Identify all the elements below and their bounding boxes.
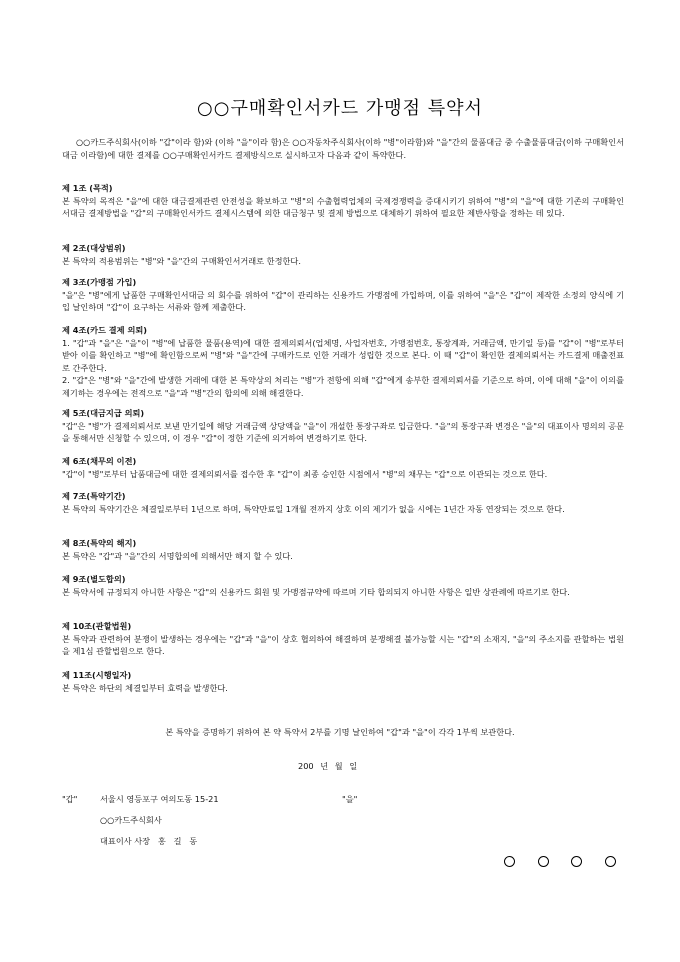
article-7 bbox=[62, 490, 624, 515]
article-heading: 제 10조(관할법원) bbox=[62, 621, 132, 631]
contract-date: 200 년 월 일 bbox=[298, 761, 358, 771]
article-body: 본 특약의 특약기간은 체결일로부터 1년으로 하며, 특약만료일 1개월 전까지 상호 이의 제기가 없을 시에는 1년간 자동 연장되는 것으로 한다. bbox=[62, 503, 565, 514]
article-heading: 제 4조(카드 결제 의뢰) bbox=[62, 325, 148, 335]
article-body: "갑"이 "병"로부터 납품대금에 대한 결제의뢰서를 접수한 후 "갑"이 최종 승인한 시점에서 "병"의 채무는 "갑"으로 이관되는 것으로 한다. bbox=[62, 468, 548, 479]
article-4 bbox=[62, 324, 624, 399]
article-body: 본 특약은 "갑"과 "을"간의 서명합의에 의해서만 해지 할 수 있다. bbox=[62, 550, 293, 561]
article-heading: 제 9조(별도합의) bbox=[62, 574, 126, 584]
article-11 bbox=[62, 669, 624, 694]
seal-circle bbox=[504, 856, 515, 867]
article-3 bbox=[62, 276, 624, 314]
article-heading: 제 3조(가맹점 가입) bbox=[62, 277, 137, 287]
document-title: ○○구매확인서카드 가맹점 특약서 bbox=[197, 98, 483, 119]
seal-circle bbox=[571, 856, 582, 867]
seal-circle bbox=[605, 856, 616, 867]
article-heading: 제 5조(대금지급 의뢰) bbox=[62, 408, 145, 418]
intro-paragraph: ○○카드주식회사(이하 "갑"이라 함)와 (이하 "을"이라 함)은 ○○자동차주식회사(이하 "병"이라함)와 "을"간의 물품대금 중 수출물품대금(이하 구매확인서대금 이라함)에 대한 결제를 ○○구매확인서카드 결제방식으로 실시하고자 다음과 같이 특약한다. bbox=[62, 137, 624, 160]
seal-circles bbox=[504, 856, 616, 867]
article-body: "갑"은 "병"가 결제의뢰서로 보낸 만기일에 해당 거래금액 상당액을 "을"이 개설한 통장구좌로 입금한다. "을"의 통장구좌 변경은 "을"의 대표이사 명의의 공문을 통해서만 신청할 수 있으며, 이 경우 "갑"이 정한 기준에 의거하여 변경하기로 한다. bbox=[62, 420, 624, 443]
party-a-company: ○○카드주식회사 bbox=[100, 815, 162, 825]
closing-statement: 본 특약을 증명하기 위하여 본 약 특약서 2부를 기명 날인하여 "갑"과 "을"이 각각 1부씩 보관한다. bbox=[165, 727, 515, 737]
article-heading: 제 7조(특약기간) bbox=[62, 491, 126, 501]
article-6 bbox=[62, 455, 624, 480]
article-body: 본 특약과 관련하여 분쟁이 발생하는 경우에는 "갑"과 "을"이 상호 협의하여 해결하며 분쟁해결 불가능할 시는 "갑"의 소재지, "을"의 주소지를 관할하는 법원을 제1심 관할법원으로 한다. bbox=[62, 633, 624, 656]
article-5 bbox=[62, 407, 624, 445]
article-8 bbox=[62, 537, 624, 562]
seal-circle bbox=[538, 856, 549, 867]
party-a-label: "갑" bbox=[62, 794, 78, 804]
article-body: 본 특약의 목적은 "을"에 대한 대금결제관련 안전성을 확보하고 "병"의 수출협력업체의 국제경쟁력을 증대시키기 위하여 "병"의 "을"에 대한 기존의 구매확인서대금 결제방법을 "갑"의 구매확인서카드 결제시스템에 의한 대금청구 및 결제 방법으로 대체하기 위하여 필요한 제반사항을 정하는 데 있다. bbox=[62, 195, 624, 218]
article-heading: 제 1조 (목적) bbox=[62, 183, 113, 193]
party-a-address: 서울시 영등포구 여의도동 15-21 bbox=[100, 794, 219, 804]
article-2 bbox=[62, 242, 624, 267]
article-body: 본 특약의 적용범위는 "병"와 "을"간의 구매확인서거래로 한정한다. bbox=[62, 255, 301, 266]
article-1 bbox=[62, 182, 624, 220]
article-9 bbox=[62, 573, 624, 598]
article-heading: 제 6조(채무의 이전) bbox=[62, 456, 137, 466]
article-10 bbox=[62, 620, 624, 658]
party-a-representative: 대표이사 사장 홍 길 동 bbox=[100, 836, 198, 846]
article-heading: 제 11조(시행일자) bbox=[62, 670, 132, 680]
article-body: "을"은 "병"에게 납품한 구매확인서대금 의 회수를 위하여 "갑"이 관리하는 신용카드 가맹점에 가입하며, 이를 위하여 "을"은 "갑"이 제작한 소정의 양식에 기입 날인하며 "갑"이 요구하는 서류와 함께 제출한다. bbox=[62, 289, 624, 312]
article-heading: 제 8조(특약의 해지) bbox=[62, 538, 137, 548]
article-body: 1. "갑"과 "을"은 "을"이 "병"에 납품한 물품(용역)에 대한 결제의뢰서(업체명, 사업자번호, 가맹점번호, 통장계좌, 거래금액, 만기일 등)를 "갑"이 "병"로부터 받아 이를 확인하고 "병"에 확인함으로써 "병"와 "을"간에 구매카드로 인한 거래가 성립한 것으로 본다. 이 때 "갑"이 확인한 결제의뢰서는 카드결제 매출전표로 간주한다. 2. "갑"은 "병"와 "을"간에 발생한 거래에 대한 본 특약상의 처리는 "병"가 전항에 의해 "갑"에게 송부한 결제의뢰서를 기준으로 하며, 이에 대해 "을"이 이의를 제기하는 경우에는 전적으로 "을"과 "병"간의 합의에 의해 해결한다. bbox=[62, 337, 624, 398]
article-heading: 제 2조(대상범위) bbox=[62, 243, 126, 253]
article-body: 본 특약은 하단의 체결일부터 효력을 발생한다. bbox=[62, 682, 228, 693]
party-b-label: "을" bbox=[342, 794, 358, 804]
article-body: 본 특약서에 규정되지 아니한 사항은 "갑"의 신용카드 회원 및 가맹점규약에 따르며 기타 합의되지 아니한 사항은 일반 상관례에 따르기로 한다. bbox=[62, 586, 570, 597]
